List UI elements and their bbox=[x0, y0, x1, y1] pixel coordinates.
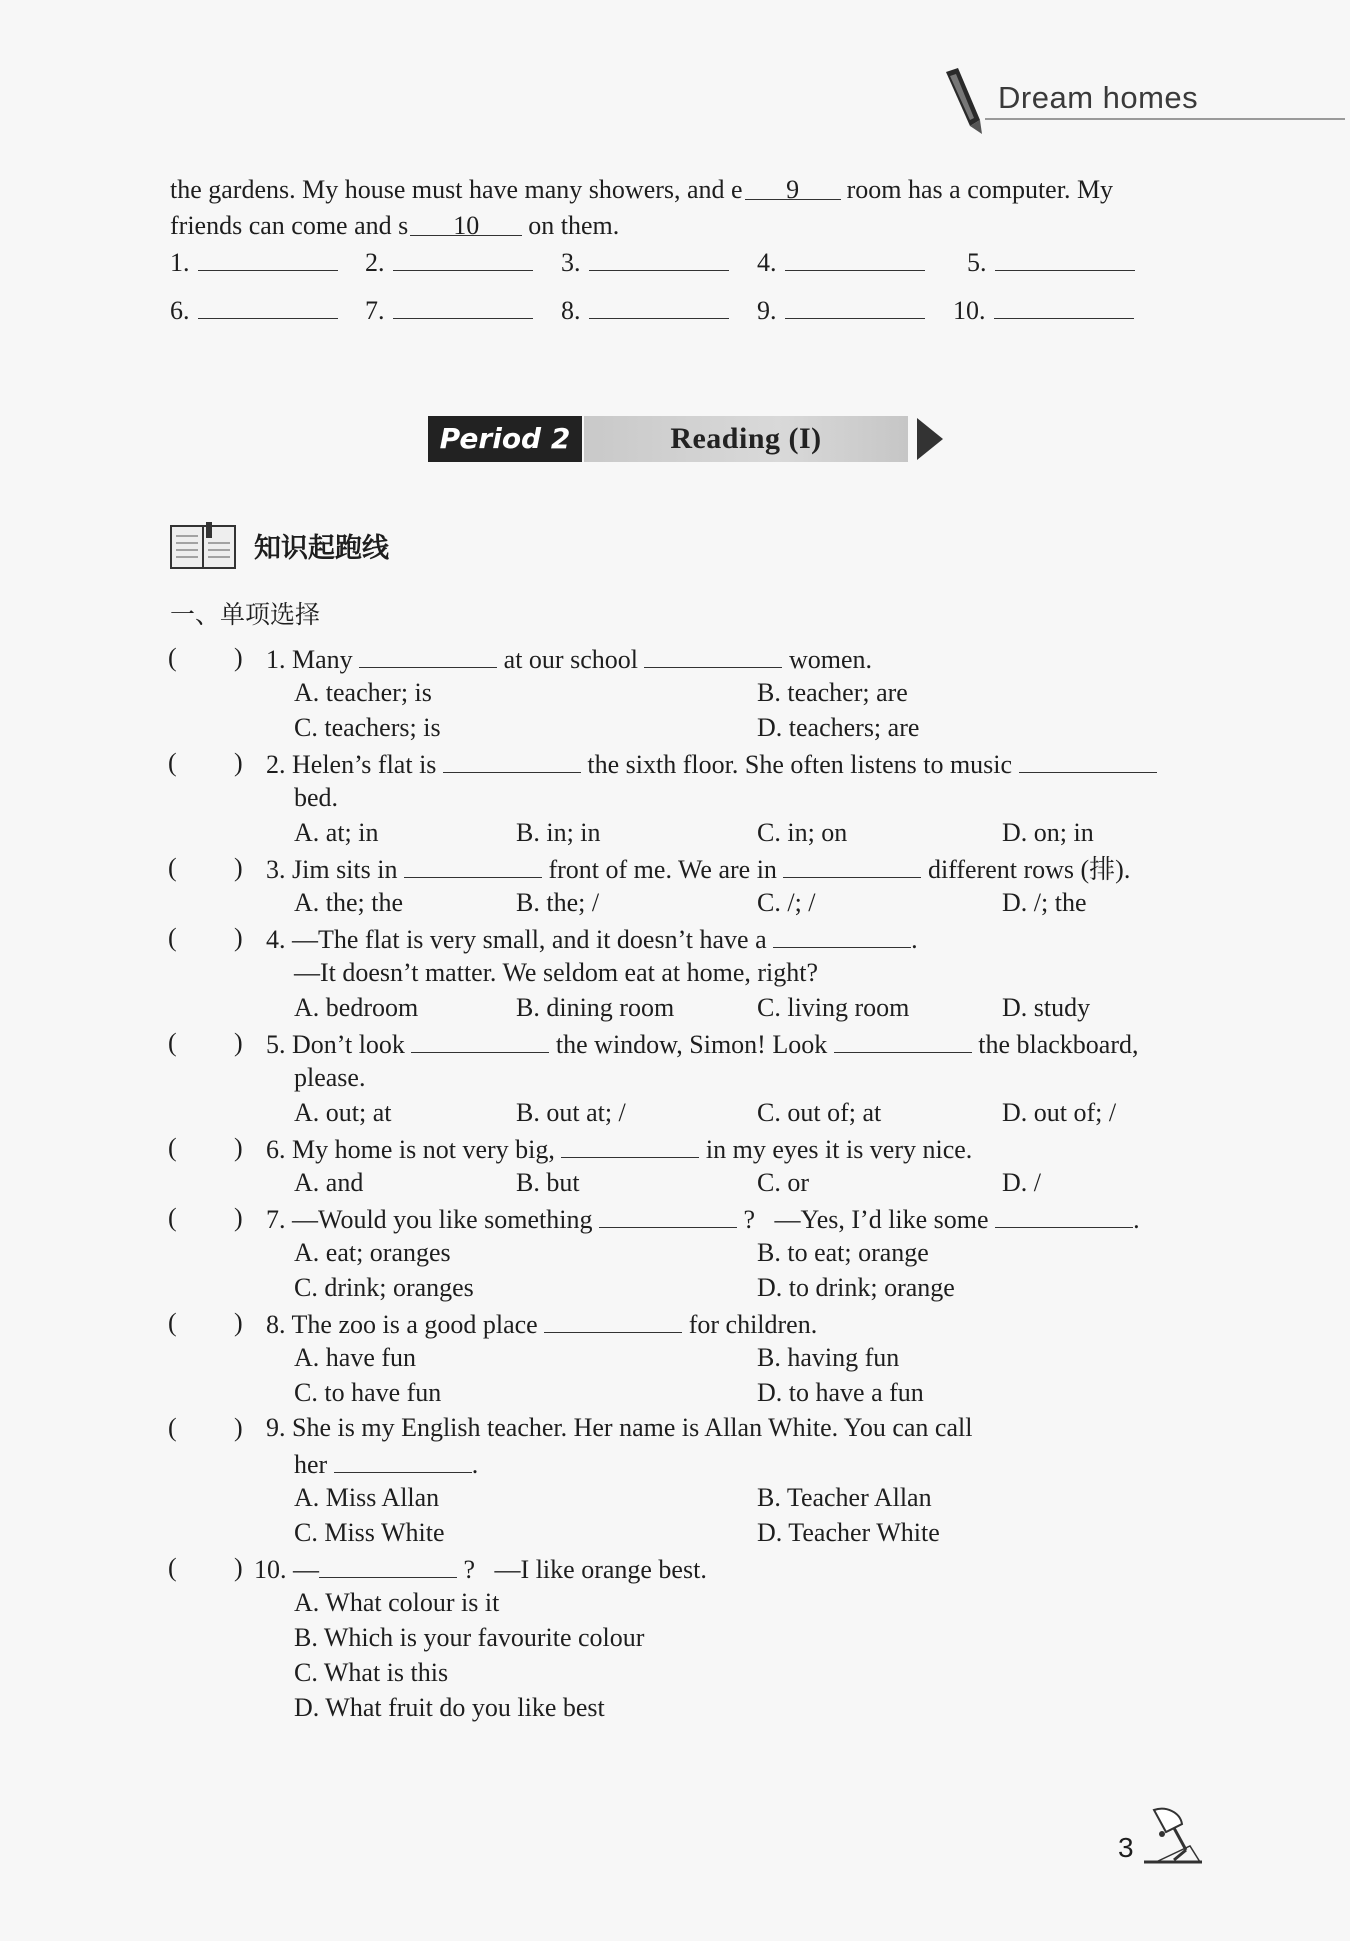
q5-option-d[interactable]: D. out of; / bbox=[1002, 1098, 1117, 1127]
paren-open-1: ( bbox=[168, 643, 177, 672]
q3-option-b[interactable]: B. the; / bbox=[516, 888, 600, 917]
answer-9[interactable]: 9. bbox=[757, 292, 925, 328]
pen-icon bbox=[940, 68, 986, 138]
q4-option-a[interactable]: A. bedroom bbox=[294, 993, 419, 1022]
answer-10[interactable]: 10. bbox=[953, 292, 1134, 328]
paren-close-9: ) bbox=[234, 1413, 243, 1442]
header-title: Dream homes bbox=[998, 80, 1199, 115]
q6-option-a[interactable]: A. and bbox=[294, 1168, 364, 1197]
paren-close-1: ) bbox=[234, 643, 243, 672]
q2-option-d[interactable]: D. on; in bbox=[1002, 818, 1094, 847]
q2-option-a[interactable]: A. at; in bbox=[294, 818, 379, 847]
q2-stem-cont: bed. bbox=[294, 783, 339, 812]
q6-stem: 6. My home is not very big, in my eyes it is very nice. bbox=[266, 1130, 972, 1167]
q3-option-c[interactable]: C. /; / bbox=[757, 888, 816, 917]
answer-1[interactable]: 1. bbox=[170, 244, 338, 280]
paren-open-6: ( bbox=[168, 1133, 177, 1162]
q2-stem: 2. Helen’s flat is the sixth floor. She often listens to music bbox=[266, 745, 1157, 782]
q9-stem-cont: her . bbox=[294, 1445, 478, 1482]
blank-9: 9 bbox=[745, 172, 841, 200]
answer-7[interactable]: 7. bbox=[365, 292, 533, 328]
paren-close-2: ) bbox=[234, 748, 243, 777]
q5-option-b[interactable]: B. out at; / bbox=[516, 1098, 626, 1127]
book-icon bbox=[170, 522, 236, 570]
q7-option-b[interactable]: B. to eat; orange bbox=[757, 1238, 929, 1267]
paren-close-10: ) bbox=[234, 1553, 243, 1582]
paren-open-7: ( bbox=[168, 1203, 177, 1232]
q8-option-a[interactable]: A. have fun bbox=[294, 1343, 417, 1372]
q8-option-b[interactable]: B. having fun bbox=[757, 1343, 900, 1372]
q8-option-c[interactable]: C. to have fun bbox=[294, 1378, 442, 1407]
q10-option-b[interactable]: B. Which is your favourite colour bbox=[294, 1623, 645, 1652]
q9-option-a[interactable]: A. Miss Allan bbox=[294, 1483, 440, 1512]
blank-10: 10 bbox=[410, 208, 522, 236]
q1-option-d[interactable]: D. teachers; are bbox=[757, 713, 920, 742]
q10-stem: 10. — ? —I like orange best. bbox=[254, 1550, 707, 1587]
arrow-icon bbox=[915, 416, 945, 462]
q7-stem: 7. —Would you like something ? —Yes, I’d like some . bbox=[266, 1200, 1140, 1237]
paren-close-8: ) bbox=[234, 1308, 243, 1337]
q5-option-c[interactable]: C. out of; at bbox=[757, 1098, 882, 1127]
q9-option-c[interactable]: C. Miss White bbox=[294, 1518, 445, 1547]
q4-option-b[interactable]: B. dining room bbox=[516, 993, 675, 1022]
q3-option-a[interactable]: A. the; the bbox=[294, 888, 404, 917]
answer-4[interactable]: 4. bbox=[757, 244, 925, 280]
q3-option-d[interactable]: D. /; the bbox=[1002, 888, 1087, 917]
passage-line-1: the gardens. My house must have many showers, and e 9 room has a computer. My bbox=[170, 172, 1113, 207]
q2-option-b[interactable]: B. in; in bbox=[516, 818, 601, 847]
q10-option-a[interactable]: A. What colour is it bbox=[294, 1588, 500, 1617]
q2-option-c[interactable]: C. in; on bbox=[757, 818, 848, 847]
q7-option-a[interactable]: A. eat; oranges bbox=[294, 1238, 451, 1267]
paren-open-2: ( bbox=[168, 748, 177, 777]
page-number: 3 bbox=[1118, 1832, 1134, 1863]
q6-option-c[interactable]: C. or bbox=[757, 1168, 809, 1197]
q5-option-a[interactable]: A. out; at bbox=[294, 1098, 392, 1127]
passage-line-2: friends can come and s 10 on them. bbox=[170, 208, 619, 243]
paren-close-7: ) bbox=[234, 1203, 243, 1232]
q4-option-c[interactable]: C. living room bbox=[757, 993, 910, 1022]
q4-option-d[interactable]: D. study bbox=[1002, 993, 1091, 1022]
q6-option-d[interactable]: D. / bbox=[1002, 1168, 1041, 1197]
paren-close-4: ) bbox=[234, 923, 243, 952]
paren-close-6: ) bbox=[234, 1133, 243, 1162]
q10-option-d[interactable]: D. What fruit do you like best bbox=[294, 1693, 605, 1722]
paren-open-8: ( bbox=[168, 1308, 177, 1337]
q5-stem-cont: please. bbox=[294, 1063, 366, 1092]
desk-lamp-icon bbox=[1140, 1806, 1206, 1866]
answer-6[interactable]: 6. bbox=[170, 292, 338, 328]
q1-option-a[interactable]: A. teacher; is bbox=[294, 678, 432, 707]
answer-2[interactable]: 2. bbox=[365, 244, 533, 280]
paren-open-5: ( bbox=[168, 1028, 177, 1057]
header-rule bbox=[985, 118, 1345, 120]
answer-8[interactable]: 8. bbox=[561, 292, 729, 328]
q1-option-b[interactable]: B. teacher; are bbox=[757, 678, 908, 707]
paren-close-5: ) bbox=[234, 1028, 243, 1057]
answer-5[interactable]: 5. bbox=[967, 244, 1135, 280]
q3-stem: 3. Jim sits in front of me. We are in different rows (排). bbox=[266, 850, 1130, 887]
answer-3[interactable]: 3. bbox=[561, 244, 729, 280]
q9-option-d[interactable]: D. Teacher White bbox=[757, 1518, 940, 1547]
knowledge-title: 知识起跑线 bbox=[254, 533, 389, 564]
q8-stem: 8. The zoo is a good place for children. bbox=[266, 1305, 817, 1342]
q10-option-c[interactable]: C. What is this bbox=[294, 1658, 449, 1687]
q4-stem-cont: —It doesn’t matter. We seldom eat at home, right? bbox=[294, 958, 819, 987]
paren-open-3: ( bbox=[168, 853, 177, 882]
q9-option-b[interactable]: B. Teacher Allan bbox=[757, 1483, 932, 1512]
paren-open-9: ( bbox=[168, 1413, 177, 1442]
q9-stem: 9. She is my English teacher. Her name is Allan White. You can call bbox=[266, 1413, 973, 1442]
q7-option-d[interactable]: D. to drink; orange bbox=[757, 1273, 955, 1302]
q7-option-c[interactable]: C. drink; oranges bbox=[294, 1273, 474, 1302]
q1-option-c[interactable]: C. teachers; is bbox=[294, 713, 441, 742]
q5-stem: 5. Don’t look the window, Simon! Look the blackboard, bbox=[266, 1025, 1139, 1062]
section-label: Reading (I) bbox=[584, 416, 908, 462]
q1-stem: 1. Many at our school women. bbox=[266, 640, 872, 677]
q6-option-b[interactable]: B. but bbox=[516, 1168, 580, 1197]
period-label: Period 2 bbox=[428, 416, 582, 462]
q4-stem: 4. —The flat is very small, and it doesn’t have a . bbox=[266, 920, 918, 957]
q8-option-d[interactable]: D. to have a fun bbox=[757, 1378, 924, 1407]
paren-open-10: ( bbox=[168, 1553, 177, 1582]
paren-open-4: ( bbox=[168, 923, 177, 952]
paren-close-3: ) bbox=[234, 853, 243, 882]
part-title: 一、单项选择 bbox=[170, 600, 321, 629]
